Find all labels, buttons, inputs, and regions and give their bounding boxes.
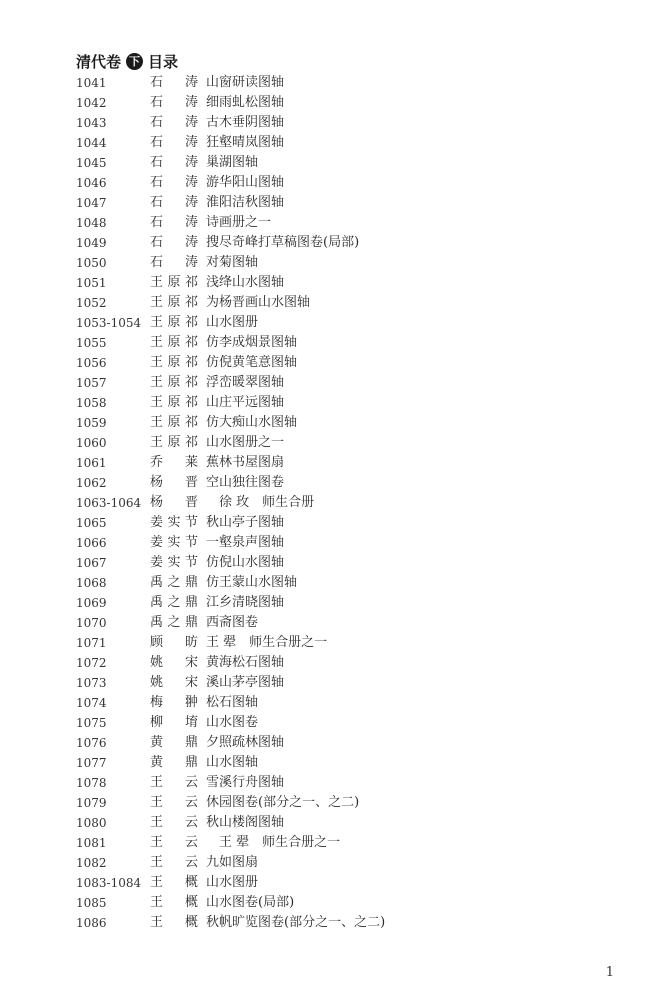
entry-artist: 乔 莱 (150, 455, 198, 470)
entry-artist: 石 涛 (150, 255, 198, 270)
entry-artist: 王 概 (150, 895, 198, 910)
entry-number: 1085 (76, 896, 107, 910)
entry-artist: 石 涛 (150, 215, 198, 230)
list-item (76, 313, 616, 333)
entry-title: 山窗研读图轴 (206, 75, 285, 90)
entry-artist: 姚 宋 (150, 675, 198, 690)
list-item (76, 873, 616, 893)
entry-number: 1069 (76, 596, 107, 610)
entry-artist: 杨 晋 (150, 475, 198, 490)
entry-title: 游华阳山图轴 (206, 175, 285, 190)
entry-title: 秋帆旷览图卷(部分之一、之二) (206, 915, 386, 930)
list-item (76, 233, 616, 253)
list-item (76, 653, 616, 673)
entry-artist: 禹之鼎 (150, 615, 198, 630)
entry-artist: 王 云 (150, 815, 198, 830)
entry-title: 秋山亭子图轴 (206, 515, 285, 530)
entry-title: 黄海松石图轴 (206, 655, 285, 670)
entry-artist: 柳 堉 (150, 715, 198, 730)
list-item (76, 253, 616, 273)
entry-title: 一壑泉声图轴 (206, 535, 285, 550)
list-item (76, 553, 616, 573)
contents-title: 目录 (148, 52, 179, 71)
entry-title: 古木垂阴图轴 (206, 115, 285, 130)
entry-artist: 姚 宋 (150, 655, 198, 670)
list-item (76, 473, 616, 493)
list-item (76, 533, 616, 553)
entry-number: 1055 (76, 336, 107, 350)
entry-number: 1043 (76, 116, 107, 130)
entry-title: 细雨虬松图轴 (206, 95, 285, 110)
entry-artist: 禹之鼎 (150, 595, 198, 610)
list-item (76, 593, 616, 613)
section-header (76, 50, 178, 72)
list-item (76, 153, 616, 173)
entry-number: 1049 (76, 236, 107, 250)
list-item (76, 853, 616, 873)
entry-artist: 石 涛 (150, 175, 198, 190)
entry-artist: 王原祁 (150, 415, 198, 430)
list-item (76, 413, 616, 433)
entry-number: 1046 (76, 176, 107, 190)
entry-title: 雪溪行舟图轴 (206, 775, 285, 790)
list-item (76, 813, 616, 833)
entry-artist: 王原祁 (150, 435, 198, 450)
entry-artist: 王原祁 (150, 355, 198, 370)
entry-number: 1065 (76, 516, 107, 530)
entry-number: 1061 (76, 456, 107, 470)
entry-artist: 杨 晋 (150, 495, 198, 510)
entry-number: 1082 (76, 856, 107, 870)
entry-title: 淮阳洁秋图轴 (206, 195, 285, 210)
entry-artist: 黄 鼎 (150, 755, 198, 770)
entry-artist: 王 概 (150, 875, 198, 890)
entry-artist: 姜实节 (150, 555, 198, 570)
entry-number: 1072 (76, 656, 107, 670)
entry-title: 浮峦暖翠图轴 (206, 375, 285, 390)
entry-title: 徐 玫 师生合册 (206, 495, 315, 510)
entry-number: 1076 (76, 736, 107, 750)
entry-number: 1078 (76, 776, 107, 790)
entry-title: 秋山楼阁图轴 (206, 815, 285, 830)
list-item (76, 573, 616, 593)
entry-title: 山水图册 (206, 315, 259, 330)
volume-title: 清代卷 (76, 52, 122, 71)
entry-number: 1051 (76, 276, 107, 290)
entry-number: 1057 (76, 376, 107, 390)
list-item (76, 113, 616, 133)
entry-number: 1042 (76, 96, 107, 110)
entry-artist: 王原祁 (150, 335, 198, 350)
entry-artist: 石 涛 (150, 115, 198, 130)
list-item (76, 633, 616, 653)
entry-title: 山庄平远图轴 (206, 395, 285, 410)
entry-number: 1060 (76, 436, 107, 450)
list-item (76, 773, 616, 793)
entry-artist: 王原祁 (150, 275, 198, 290)
list-item (76, 353, 616, 373)
entry-title: 为杨晋画山水图轴 (206, 295, 311, 310)
entry-number: 1071 (76, 636, 107, 650)
entry-number: 1077 (76, 756, 107, 770)
entry-title: 溪山茅亭图轴 (206, 675, 285, 690)
entry-artist: 石 涛 (150, 155, 198, 170)
entry-number: 1041 (76, 76, 107, 90)
entry-number: 1086 (76, 916, 107, 930)
list-item (76, 833, 616, 853)
entry-number: 1044 (76, 136, 107, 150)
entry-number: 1066 (76, 536, 107, 550)
entry-artist: 黄 鼎 (150, 735, 198, 750)
entry-title: 狂壑晴岚图轴 (206, 135, 285, 150)
entry-title: 休园图卷(部分之一、之二) (206, 795, 360, 810)
entry-number: 1048 (76, 216, 107, 230)
entry-number: 1080 (76, 816, 107, 830)
entry-artist: 顾 昉 (150, 635, 198, 650)
list-item (76, 713, 616, 733)
entry-artist: 梅 翀 (150, 695, 198, 710)
list-item (76, 613, 616, 633)
list-item (76, 693, 616, 713)
entry-number: 1081 (76, 836, 107, 850)
entry-title: 巢湖图轴 (206, 155, 259, 170)
list-item (76, 333, 616, 353)
entry-artist: 王原祁 (150, 395, 198, 410)
list-item (76, 493, 616, 513)
entry-number: 1056 (76, 356, 107, 370)
entry-title: 仿大痴山水图轴 (206, 415, 298, 430)
entry-title: 浅绛山水图轴 (206, 275, 285, 290)
list-item (76, 73, 616, 93)
entry-number: 1063-1064 (76, 496, 142, 510)
list-item (76, 373, 616, 393)
list-item (76, 673, 616, 693)
entry-title: 山水图册 (206, 875, 259, 890)
list-item (76, 733, 616, 753)
entry-title: 空山独往图卷 (206, 475, 285, 490)
entry-artist: 石 涛 (150, 75, 198, 90)
entry-number: 1047 (76, 196, 107, 210)
entry-artist: 王 概 (150, 915, 198, 930)
entry-number: 1068 (76, 576, 107, 590)
entry-number: 1074 (76, 696, 107, 710)
entry-title: 山水图卷(局部) (206, 895, 295, 910)
entry-title: 九如图扇 (206, 855, 259, 870)
entry-title: 仿王蒙山水图轴 (206, 575, 298, 590)
entry-title: 夕照疏林图轴 (206, 735, 285, 750)
list-item (76, 893, 616, 913)
entry-artist: 禹之鼎 (150, 575, 198, 590)
entry-artist: 王原祁 (150, 315, 198, 330)
entry-artist: 王 云 (150, 795, 198, 810)
entry-artist: 王原祁 (150, 375, 198, 390)
list-item (76, 793, 616, 813)
entry-artist: 王 云 (150, 775, 198, 790)
entry-artist: 石 涛 (150, 235, 198, 250)
entry-artist: 姜实节 (150, 515, 198, 530)
entry-artist: 石 涛 (150, 95, 198, 110)
entry-title: 王 翚 师生合册之一 (206, 835, 341, 850)
entry-artist: 王 云 (150, 855, 198, 870)
entry-number: 1052 (76, 296, 107, 310)
list-item (76, 753, 616, 773)
list-item (76, 393, 616, 413)
entry-title: 搜尽奇峰打草稿图卷(局部) (206, 235, 360, 250)
entry-number: 1083-1084 (76, 876, 142, 890)
entry-number: 1075 (76, 716, 107, 730)
entry-artist: 石 涛 (150, 135, 198, 150)
volume-badge: 下 (126, 53, 143, 70)
entry-number: 1059 (76, 416, 107, 430)
entry-number: 1070 (76, 616, 107, 630)
entry-number: 1045 (76, 156, 107, 170)
list-item (76, 913, 616, 933)
entry-artist: 王原祁 (150, 295, 198, 310)
entry-number: 1050 (76, 256, 107, 270)
entry-artist: 王 云 (150, 835, 198, 850)
entry-title: 山水图册之一 (206, 435, 285, 450)
entry-title: 仿李成烟景图轴 (206, 335, 298, 350)
list-item (76, 433, 616, 453)
entry-number: 1073 (76, 676, 107, 690)
entry-number: 1058 (76, 396, 107, 410)
entry-title: 西斋图卷 (206, 615, 259, 630)
entry-title: 山水图卷 (206, 715, 259, 730)
entry-title: 江乡清晓图轴 (206, 595, 285, 610)
entry-title: 松石图轴 (206, 695, 259, 710)
list-item (76, 193, 616, 213)
list-item (76, 513, 616, 533)
entry-number: 1062 (76, 476, 107, 490)
contents-list (76, 73, 616, 933)
entry-title: 仿倪山水图轴 (206, 555, 285, 570)
entry-number: 1067 (76, 556, 107, 570)
list-item (76, 213, 616, 233)
list-item (76, 293, 616, 313)
list-item (76, 273, 616, 293)
entry-title: 对菊图轴 (206, 255, 259, 270)
entry-number: 1053-1054 (76, 316, 142, 330)
list-item (76, 93, 616, 113)
entry-artist: 姜实节 (150, 535, 198, 550)
entry-title: 仿倪黄笔意图轴 (206, 355, 298, 370)
list-item (76, 133, 616, 153)
entry-number: 1079 (76, 796, 107, 810)
entry-title: 王 翚 师生合册之一 (206, 635, 328, 650)
entry-title: 山水图轴 (206, 755, 259, 770)
list-item (76, 453, 616, 473)
entry-title: 蕉林书屋图扇 (206, 455, 285, 470)
page-number: 1 (605, 965, 614, 980)
list-item (76, 173, 616, 193)
entry-title: 诗画册之一 (206, 215, 272, 230)
entry-artist: 石 涛 (150, 195, 198, 210)
